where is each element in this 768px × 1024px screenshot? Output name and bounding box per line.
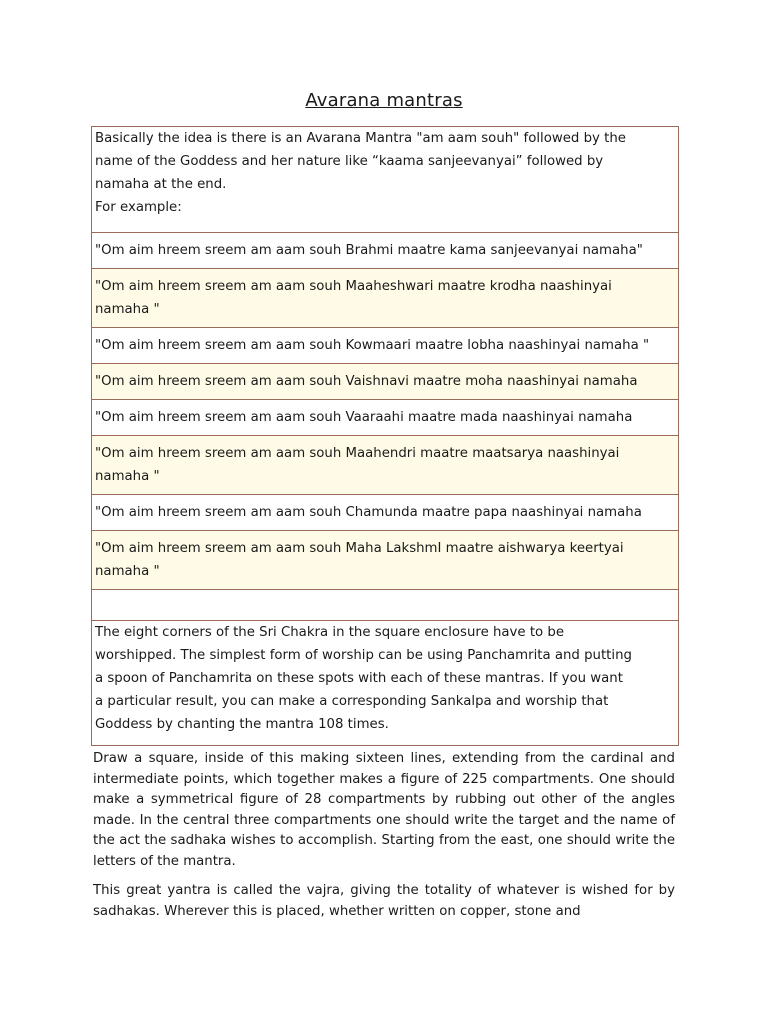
mantra-row-brahmi: [92, 233, 678, 269]
mantra-line: "Om aim hreem sreem am aam souh Chamunda maatre papa naashinyai namaha: [95, 505, 642, 520]
corner-line: a particular result, you can make a corresponding Sankalpa and worship that: [95, 694, 609, 709]
mantra-line: namaha ": [95, 564, 160, 579]
mantra-row-maaheshwari: [92, 269, 678, 328]
mantra-row-vaishnavi: [92, 364, 678, 400]
mantra-row-kowmaari: [92, 328, 678, 364]
mantra-line: "Om aim hreem sreem am aam souh Maaheshwari maatre krodha naashinyai: [95, 279, 612, 294]
corner-line: a spoon of Panchamrita on these spots with each of these mantras. If you want: [95, 671, 623, 686]
mantra-line: "Om aim hreem sreem am aam souh Maha LakshmI maatre aishwarya keertyai: [95, 541, 624, 556]
empty-row: [92, 590, 678, 621]
mantra-line: "Om aim hreem sreem am aam souh Kowmaari maatre lobha naashinyai namaha ": [95, 338, 650, 353]
mantra-line: "Om aim hreem sreem am aam souh Vaishnavi maatre moha naashinyai namaha: [95, 374, 638, 389]
intro-line: name of the Goddess and her nature like “kaama sanjeevanyai” followed by: [95, 154, 604, 169]
corner-line: worshipped. The simplest form of worship can be using Panchamrita and putting: [95, 648, 632, 663]
intro-line: For example:: [95, 200, 182, 215]
corner-line: The eight corners of the Sri Chakra in the square enclosure have to be: [95, 625, 565, 640]
corner-worship-row: [92, 621, 678, 746]
mantra-line: "Om aim hreem sreem am aam souh Brahmi maatre kama sanjeevanyai namaha": [95, 243, 643, 258]
yantra-paragraph: Draw a square, inside of this making sixteen lines, extending from the cardinal and intermediate points, which together makes a figure of 225 compartments. One should make a symmetrical figure of 28 compartments by rubbing out other of the angles made. In the central three compartments one should write the target and the name of the act the sadhaka wishes to accomplish. Starting from the east, one should write the letters of the mantra.: [93, 751, 675, 869]
mantra-row-maahendri: [92, 436, 678, 495]
corner-line: Goddess by chanting the mantra 108 times.: [95, 717, 389, 732]
intro-row: [92, 127, 678, 233]
mantra-row-vaaraahi: [92, 400, 678, 436]
intro-line: Basically the idea is there is an Avarana Mantra "am aam souh" followed by the: [95, 131, 626, 146]
mantra-row-maha-lakshmi: [92, 531, 678, 590]
mantra-line: namaha ": [95, 302, 160, 317]
vajra-paragraph: This great yantra is called the vajra, giving the totality of whatever is wished for by sadhakas. Wherever this is placed, whether written on copper, stone and: [93, 883, 675, 919]
page-title: Avarana mantras: [305, 90, 463, 111]
mantra-line: "Om aim hreem sreem am aam souh Vaaraahi maatre mada naashinyai namaha: [95, 410, 633, 425]
mantra-table: [91, 126, 679, 746]
mantra-line: namaha ": [95, 469, 160, 484]
intro-line: namaha at the end.: [95, 177, 227, 192]
mantra-row-chamunda: [92, 495, 678, 531]
mantra-line: "Om aim hreem sreem am aam souh Maahendri maatre maatsarya naashinyai: [95, 446, 620, 461]
